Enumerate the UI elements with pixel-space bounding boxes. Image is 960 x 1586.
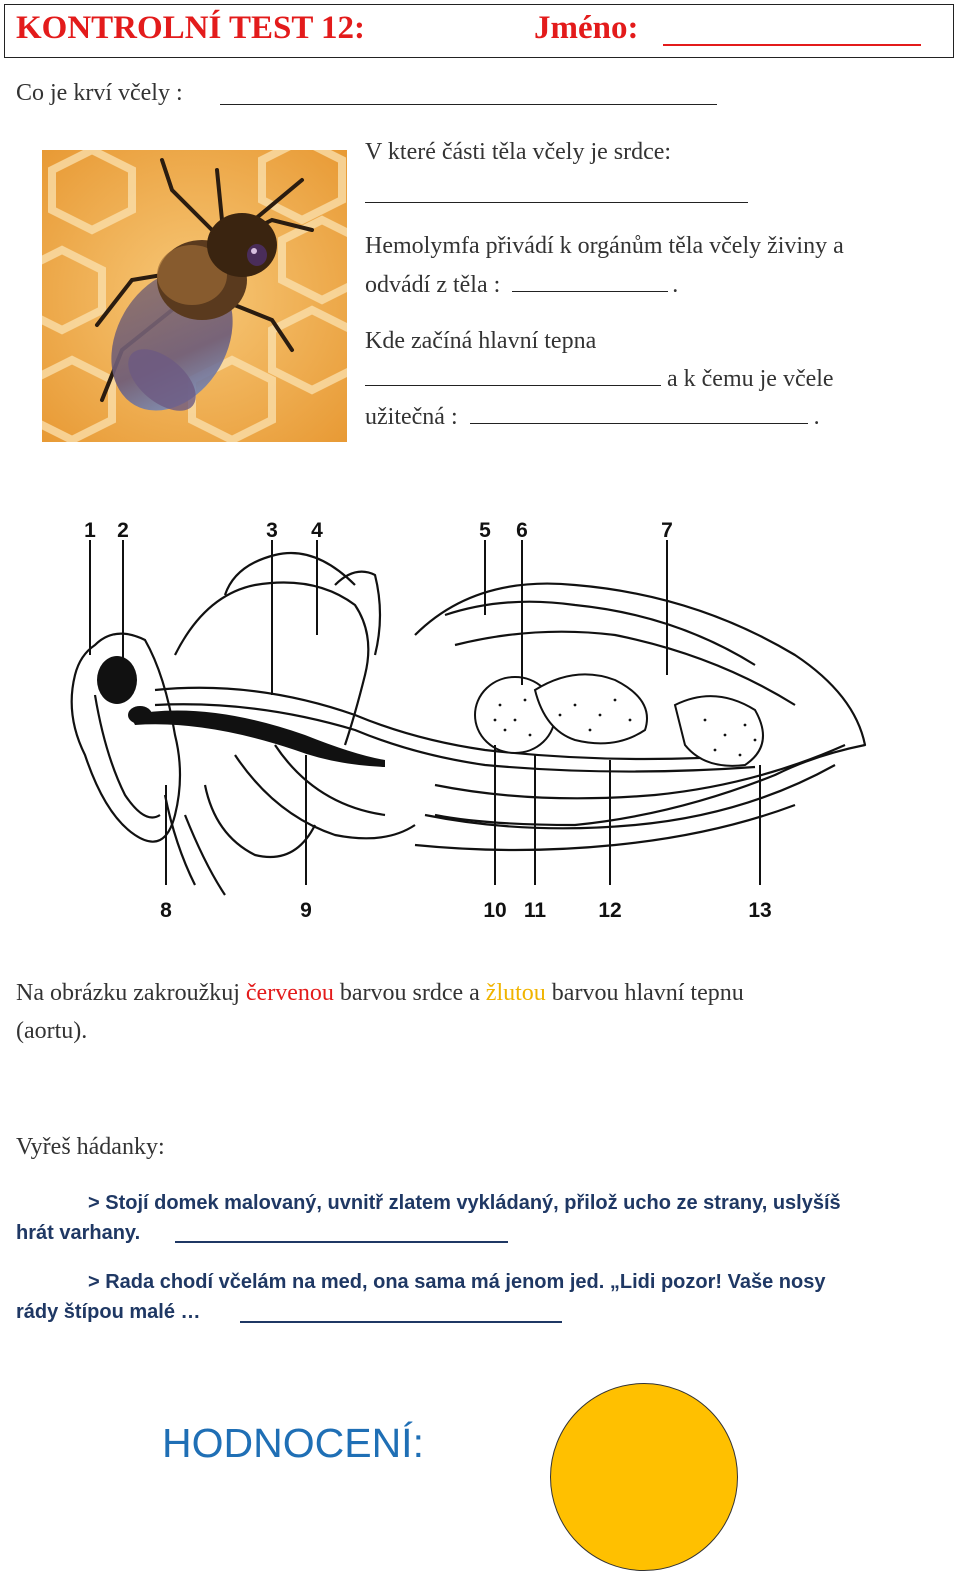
riddle-1-answer-line[interactable] (175, 1240, 508, 1243)
riddle-2-answer-line[interactable] (240, 1320, 562, 1323)
diagram-label-12: 12 (598, 899, 622, 922)
riddle-1-line-1: > Stojí domek malovaný, uvnitř zlatem vykládaný, přilož ucho ze strany, uslyšíš (88, 1192, 841, 1214)
answer-line-4a[interactable] (365, 384, 661, 386)
diagram-label-10: 10 (483, 899, 507, 922)
question-3-line-1: Hemolymfa přivádí k orgánům těla včely živiny a (365, 233, 844, 259)
instruction-part-1: Na obrázku zakroužkuj (16, 980, 246, 1006)
answer-line-4b[interactable] (470, 422, 808, 424)
riddle-2-line-2: rády štípou malé … (16, 1301, 201, 1323)
answer-line-1[interactable] (220, 104, 717, 105)
answer-line-3[interactable] (512, 290, 668, 292)
question-4-line-1: Kde začíná hlavní tepna (365, 328, 597, 354)
diagram-label-2: 2 (117, 519, 129, 542)
diagram-label-1: 1 (84, 519, 96, 542)
question-1 (16, 80, 183, 107)
diagram-label-11: 11 (523, 899, 547, 922)
question-4-text-3: užitečná : (365, 404, 458, 430)
diagram-label-6: 6 (516, 519, 528, 542)
question-4-line-3 (365, 404, 820, 431)
question-3-text: odvádí z těla : (365, 272, 501, 298)
diagram-label-9: 9 (300, 899, 312, 922)
bee-anatomy-diagram (55, 515, 890, 935)
diagram-label-5: 5 (479, 519, 491, 542)
instruction-line-1 (16, 980, 744, 1007)
answer-line-2[interactable] (365, 202, 748, 203)
question-4-line-2 (365, 366, 834, 393)
bee-photo (42, 150, 347, 442)
question-3-period: . (672, 272, 679, 298)
name-label: Jméno: (534, 10, 639, 46)
diagram-label-3: 3 (266, 519, 278, 542)
diagram-label-13: 13 (748, 899, 772, 922)
riddles-heading: Vyřeš hádanky: (16, 1134, 165, 1160)
diagram-label-7: 7 (661, 519, 673, 542)
question-4-period: . (813, 404, 820, 430)
instruction-line-2: (aortu). (16, 1018, 88, 1044)
name-field[interactable] (663, 44, 921, 46)
instruction-part-2: barvou srdce a (333, 980, 486, 1006)
riddle-1-line-2: hrát varhany. (16, 1222, 141, 1244)
question-4-text-2: a k čemu je včele (667, 366, 834, 392)
question-3-line-2 (365, 272, 678, 299)
riddle-2-line-1: > Rada chodí včelám na med, ona sama má jenom jed. „Lidi pozor! Vaše nosy (88, 1271, 826, 1293)
evaluation-circle[interactable] (550, 1383, 738, 1571)
question-2: V které části těla včely je srdce: (365, 139, 672, 165)
question-1-text: Co je krví včely : (16, 80, 183, 106)
instruction-red-word: červenou (245, 980, 334, 1006)
test-title: KONTROLNÍ TEST 12: (16, 10, 366, 46)
instruction-part-3: barvou hlavní tepnu (545, 980, 744, 1006)
evaluation-label: HODNOCENÍ: (162, 1420, 424, 1466)
diagram-label-8: 8 (160, 899, 172, 922)
diagram-label-4: 4 (311, 519, 323, 542)
instruction-yellow-word: žlutou (485, 980, 546, 1006)
